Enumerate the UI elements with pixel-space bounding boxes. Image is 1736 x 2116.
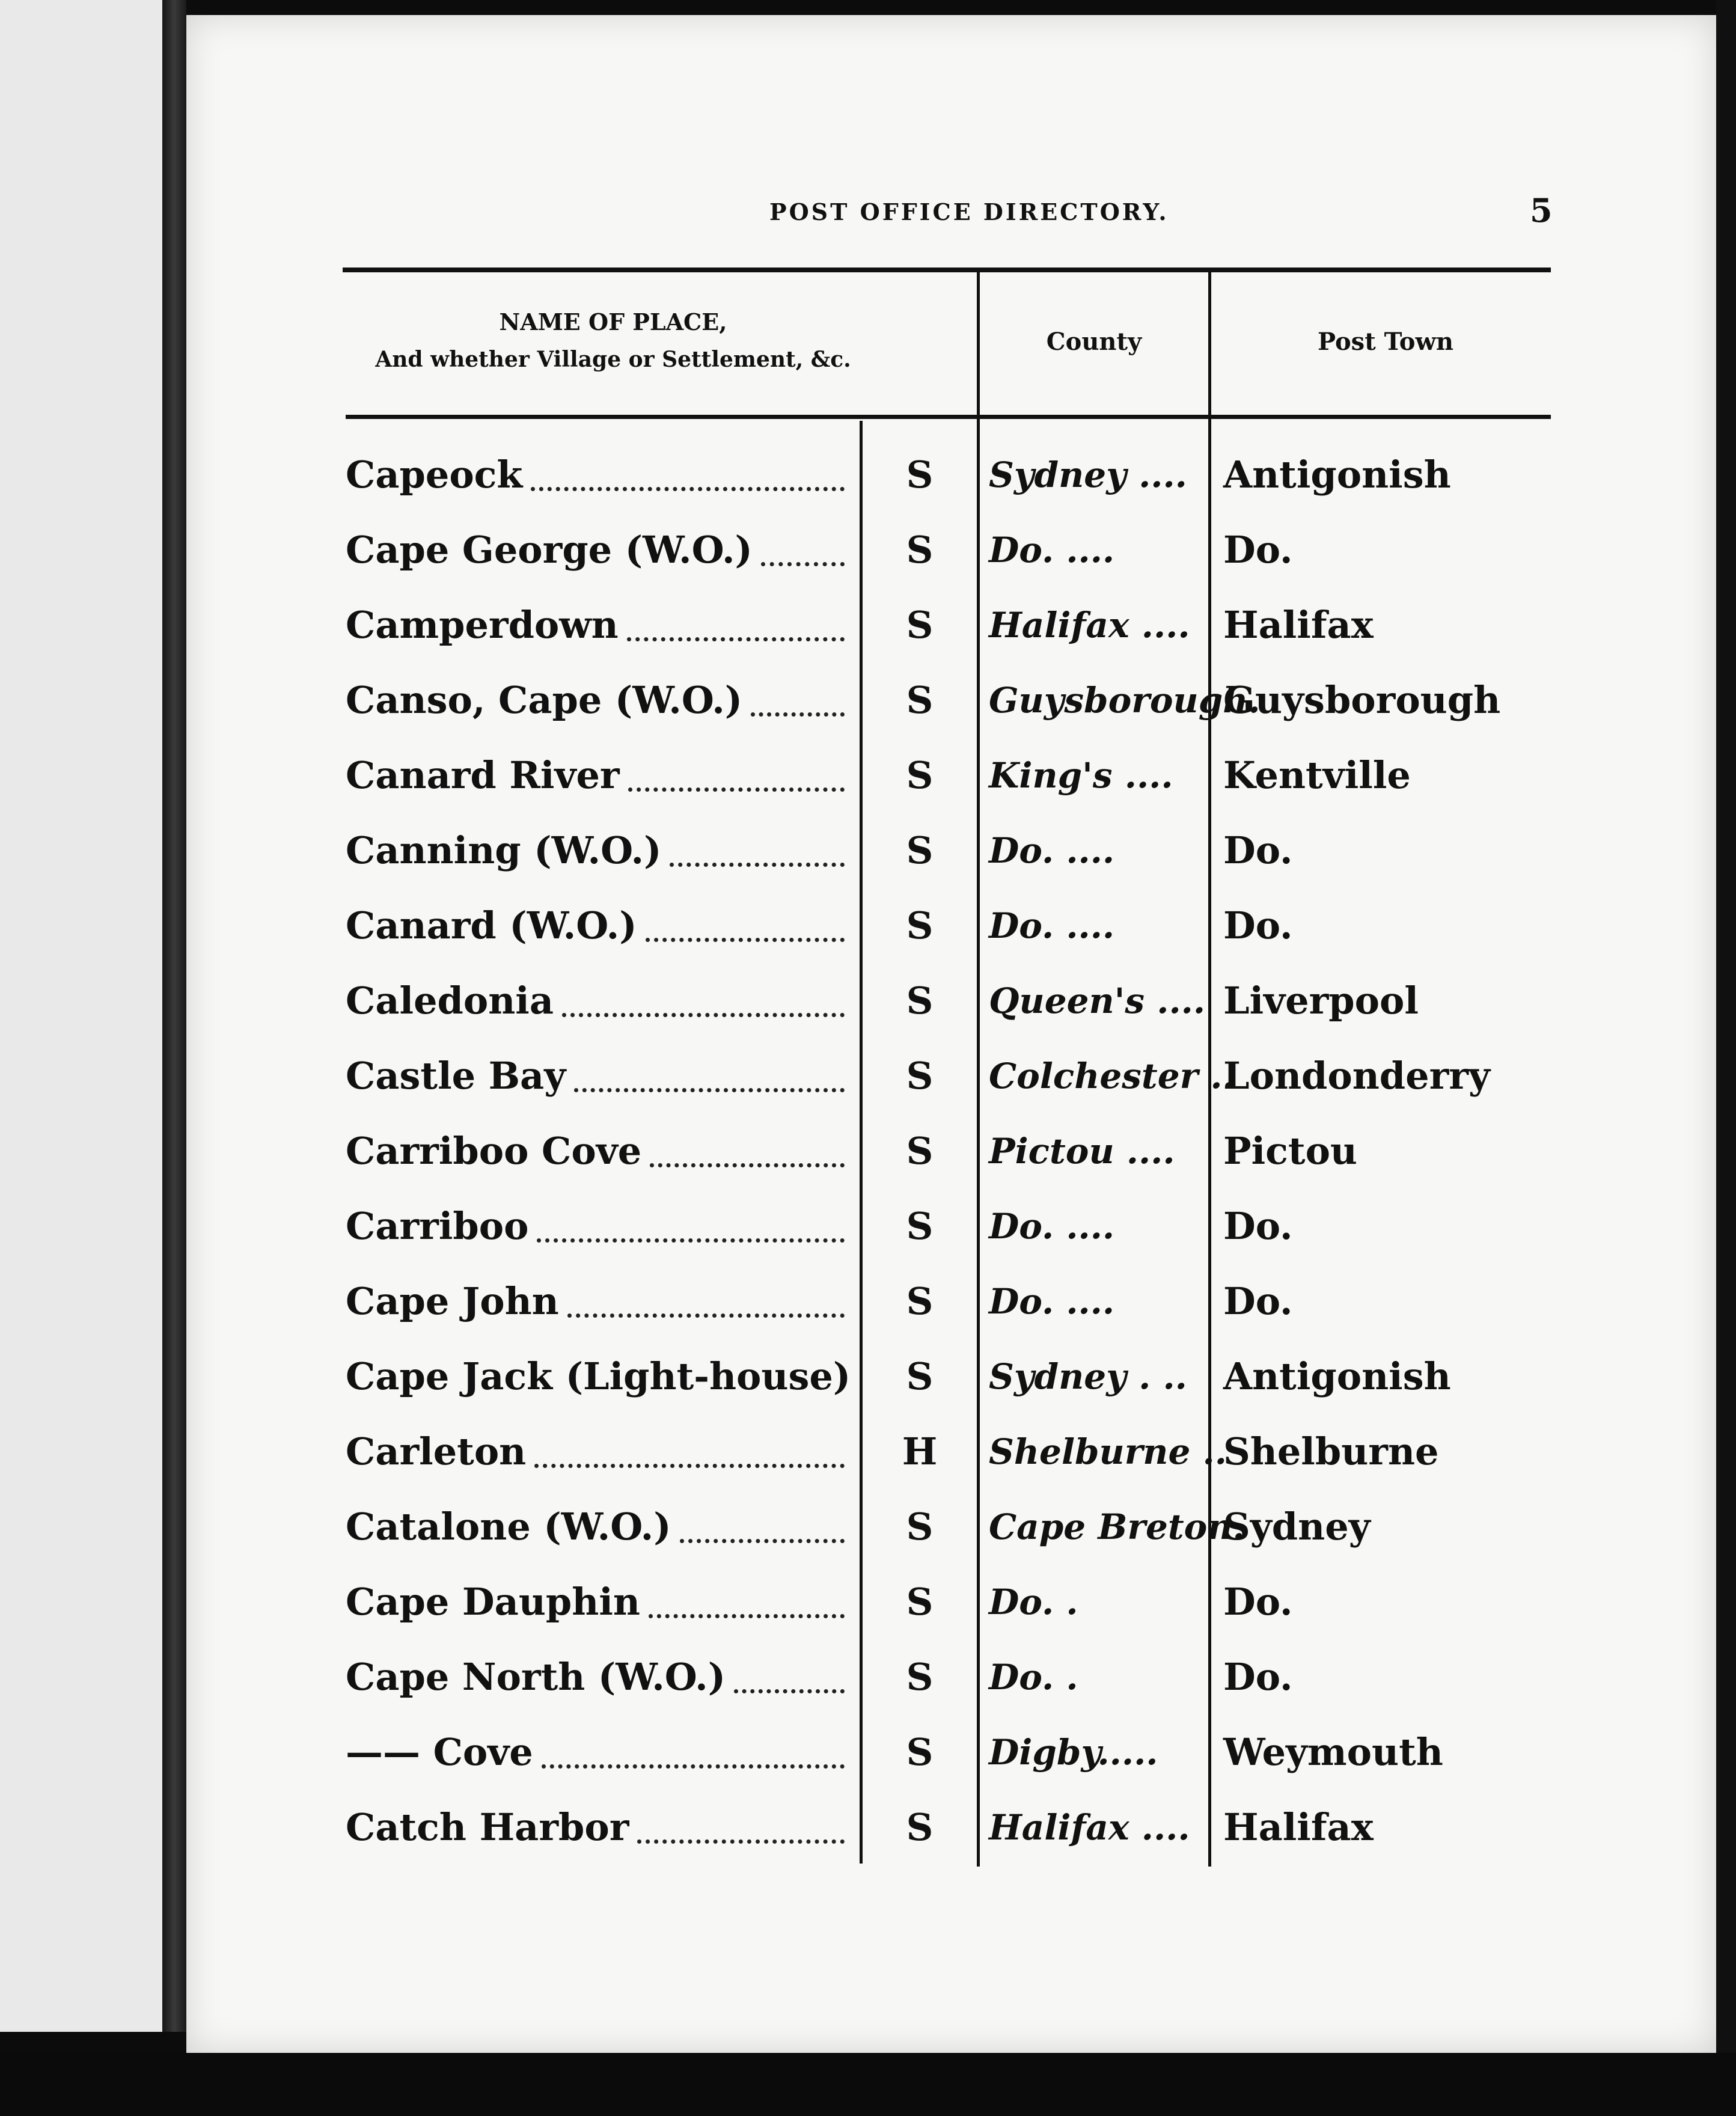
table-row <box>0 667 1736 733</box>
county: Pictou .... <box>989 1131 1175 1172</box>
place-name: Canning (W.O.) <box>346 818 851 884</box>
post-town: Antigonish <box>1223 1354 1451 1398</box>
table-row <box>0 742 1736 809</box>
place-type: S <box>906 1580 934 1624</box>
table-row <box>0 517 1736 583</box>
place-name: Cape Jack (Light-house) <box>346 1354 851 1398</box>
county: Halifax .... <box>989 1807 1190 1848</box>
table-row <box>0 1043 1736 1109</box>
place-name: Canard (W.O.) <box>346 893 851 959</box>
county: Do. . <box>989 1582 1078 1622</box>
header-name-line2: And whether Village or Settlement, &c. <box>375 347 851 372</box>
post-town: Do. <box>1223 1655 1293 1699</box>
place-type: S <box>906 1354 934 1398</box>
county: Cape Breton. <box>989 1506 1245 1547</box>
post-town: Guysborough <box>1223 678 1501 722</box>
table-row <box>0 968 1736 1034</box>
place-type: S <box>906 1505 934 1549</box>
county: Guysborough. <box>989 680 1261 721</box>
running-head: POST OFFICE DIRECTORY. <box>769 198 1169 225</box>
post-town: Pictou <box>1223 1129 1357 1173</box>
table-row <box>0 442 1736 508</box>
county: Shelburne .. <box>989 1431 1227 1472</box>
leader-dots <box>574 1088 845 1092</box>
header-post-town: Post Town <box>1318 328 1453 356</box>
leader-dots <box>531 487 845 491</box>
table-row <box>0 1344 1736 1410</box>
place-name: Capeock <box>346 442 851 508</box>
place-type: S <box>906 753 934 797</box>
leader-dots <box>628 787 845 792</box>
place-name: Castle Bay <box>346 1043 851 1109</box>
place-type: S <box>906 904 934 947</box>
post-town: Sydney <box>1223 1505 1371 1549</box>
leader-dots <box>534 1464 845 1468</box>
table-row <box>0 893 1736 959</box>
county: King's .... <box>989 755 1173 796</box>
place-type: S <box>906 1655 934 1699</box>
post-town: Shelburne <box>1223 1430 1439 1473</box>
place-name: Camperdown <box>346 592 851 658</box>
leader-dots <box>562 1013 845 1017</box>
place-type: S <box>906 828 934 872</box>
header-county: County <box>1046 328 1142 356</box>
county: Sydney . .. <box>989 1356 1187 1397</box>
place-name: Cape North (W.O.) <box>346 1644 851 1710</box>
post-town: Do. <box>1223 1204 1293 1248</box>
page-number: 5 <box>1530 191 1553 230</box>
table-row <box>0 1118 1736 1184</box>
county: Halifax .... <box>989 605 1190 646</box>
county: Do. .... <box>989 830 1115 871</box>
table-row <box>0 1494 1736 1560</box>
place-type: S <box>906 603 934 647</box>
post-town: Halifax <box>1223 603 1374 647</box>
post-town: Do. <box>1223 1580 1293 1624</box>
county: Sydney .... <box>989 454 1187 495</box>
county: Do. . <box>989 1657 1078 1698</box>
leader-dots <box>670 863 845 867</box>
place-name: Catalone (W.O.) <box>346 1494 851 1560</box>
post-town: Weymouth <box>1223 1730 1443 1774</box>
place-type: S <box>906 1279 934 1323</box>
place-name: Caledonia <box>346 968 851 1034</box>
leader-dots <box>751 712 845 717</box>
county: Do. .... <box>989 530 1115 570</box>
leader-dots <box>646 938 845 942</box>
leader-dots <box>537 1238 845 1243</box>
place-name: Catch Harbor <box>346 1794 851 1861</box>
county: Colchester .. <box>989 1056 1235 1096</box>
place-name: —— Cove <box>346 1719 851 1785</box>
post-town: Halifax <box>1223 1805 1374 1849</box>
place-type: S <box>906 1730 934 1774</box>
post-town: Do. <box>1223 1279 1293 1323</box>
post-town: Do. <box>1223 528 1293 572</box>
table-row <box>0 592 1736 658</box>
leader-dots <box>649 1614 845 1618</box>
leader-dots <box>627 637 845 641</box>
post-town: Kentville <box>1223 753 1411 797</box>
county: Digby..... <box>989 1732 1158 1773</box>
place-name: Carriboo Cove <box>346 1118 851 1184</box>
county: Do. .... <box>989 1206 1115 1247</box>
table-row <box>0 1569 1736 1635</box>
place-type: S <box>906 1054 934 1098</box>
place-name: Cape Dauphin <box>346 1569 851 1635</box>
place-name: Cape John <box>346 1268 851 1335</box>
table-row <box>0 1644 1736 1710</box>
place-type: S <box>906 678 934 722</box>
table-row <box>0 1794 1736 1861</box>
place-name: Cape George (W.O.) <box>346 517 851 583</box>
post-town: Londonderry <box>1223 1054 1490 1098</box>
place-name: Canso, Cape (W.O.) <box>346 667 851 733</box>
place-type: S <box>906 528 934 572</box>
table-row <box>0 1268 1736 1335</box>
table-row <box>0 1193 1736 1259</box>
leader-dots <box>542 1764 845 1769</box>
leader-dots <box>650 1163 845 1167</box>
header-name-line1: NAME OF PLACE, <box>499 308 727 335</box>
post-town: Liverpool <box>1223 979 1419 1023</box>
header-name-of-place <box>373 304 854 378</box>
post-town: Do. <box>1223 828 1293 872</box>
county: Queen's .... <box>989 980 1206 1021</box>
post-town: Do. <box>1223 904 1293 947</box>
post-town: Antigonish <box>1223 453 1451 497</box>
leader-dots <box>761 562 845 566</box>
place-type: S <box>906 453 934 497</box>
table-row <box>0 818 1736 884</box>
place-type: H <box>902 1430 938 1473</box>
place-name: Canard River <box>346 742 851 809</box>
place-type: S <box>906 1805 934 1849</box>
scan-border-bottom <box>0 2053 1736 2116</box>
county: Do. .... <box>989 905 1115 946</box>
leader-dots <box>567 1313 845 1318</box>
leader-dots <box>637 1839 845 1844</box>
top-rule <box>343 268 1551 272</box>
leader-dots <box>734 1689 845 1693</box>
place-type: S <box>906 1129 934 1173</box>
place-type: S <box>906 1204 934 1248</box>
leader-dots <box>680 1539 845 1543</box>
table-row <box>0 1719 1736 1785</box>
header-rule <box>346 415 1551 419</box>
county: Do. .... <box>989 1281 1115 1322</box>
place-name: Carriboo <box>346 1193 851 1259</box>
table-row <box>0 1419 1736 1485</box>
place-name: Carleton <box>346 1419 851 1485</box>
place-type: S <box>906 979 934 1023</box>
